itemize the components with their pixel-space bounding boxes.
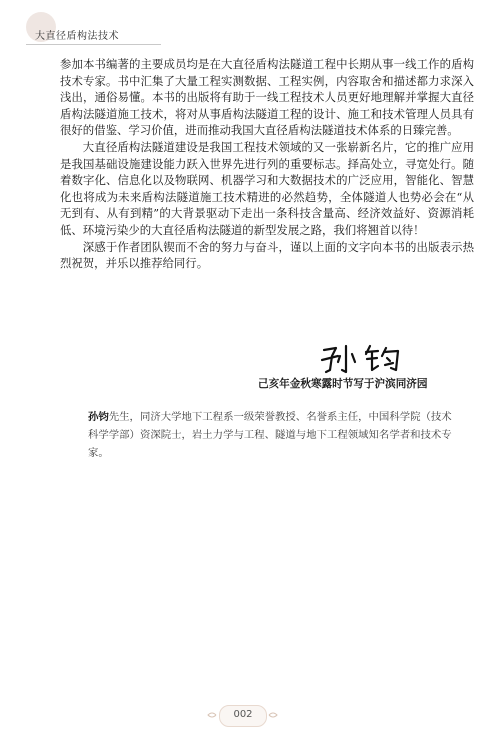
header-title: 大直径盾构法技术 [35,31,119,42]
right-ornament-icon [268,710,278,720]
handwritten-signature [320,342,410,376]
left-ornament-icon [207,710,217,720]
page-number: 002 [233,709,253,720]
header-rule [26,44,161,45]
page-number-footer [0,705,500,727]
bio-name: 孙钧 [88,411,109,423]
paragraph-2: 大直径盾构法隧道建设是我国工程技术领域的又一张崭新名片，它的推广应用是我国基础设施建设能力跃入世界先进行列的重要标志。择高处立，寻宽处行。随着数字化、信息化以及物联网、机器学习和大数据技术的广泛应用，智能化、智慧化也将成为未来盾构法隧道施工技术精进的必然趋势，全体隧道人也势必会在“从无到有、从有到精”的大背景驱动下走出一条科技含量高、经济效益好、资源消耗低、环境污染少的大直径盾构法隧道的新型发展之路，我们将翘首以待！ [60,139,474,237]
running-header [26,12,206,42]
bio-text: 先生，同济大学地下工程系一级荣誉教授、名誉系主任，中国科学院（技术科学学部）资深院士，岩土力学与工程、隧道与地下工程领域知名学者和技术专家。 [88,411,452,459]
preface-body [60,56,474,272]
paragraph-1: 参加本书编著的主要成员均是在大直径盾构法隧道工程中长期从事一线工作的盾构技术专家。书中汇集了大量工程实测数据、工程实例，内容取舍和描述都力求深入浅出，通俗易懂。本书的出版将有助于一线工程技术人员更好地理解并掌握大直径盾构法隧道施工技术，将对从事盾构法隧道工程的设计、施工和技术管理人员具有很好的借鉴、学习价值，进而推动我国大直径盾构法隧道技术体系的日臻完善。 [60,57,474,138]
signature-graphic [320,342,410,376]
author-bio [88,408,458,462]
signature-date-line: 己亥年金秋寒露时节写于沪滨同济园 [258,378,428,390]
paragraph-3: 深感于作者团队锲而不舍的努力与奋斗，谨以上面的文字向本书的出版表示热烈祝贺，并乐以推荐给同行。 [60,239,474,271]
